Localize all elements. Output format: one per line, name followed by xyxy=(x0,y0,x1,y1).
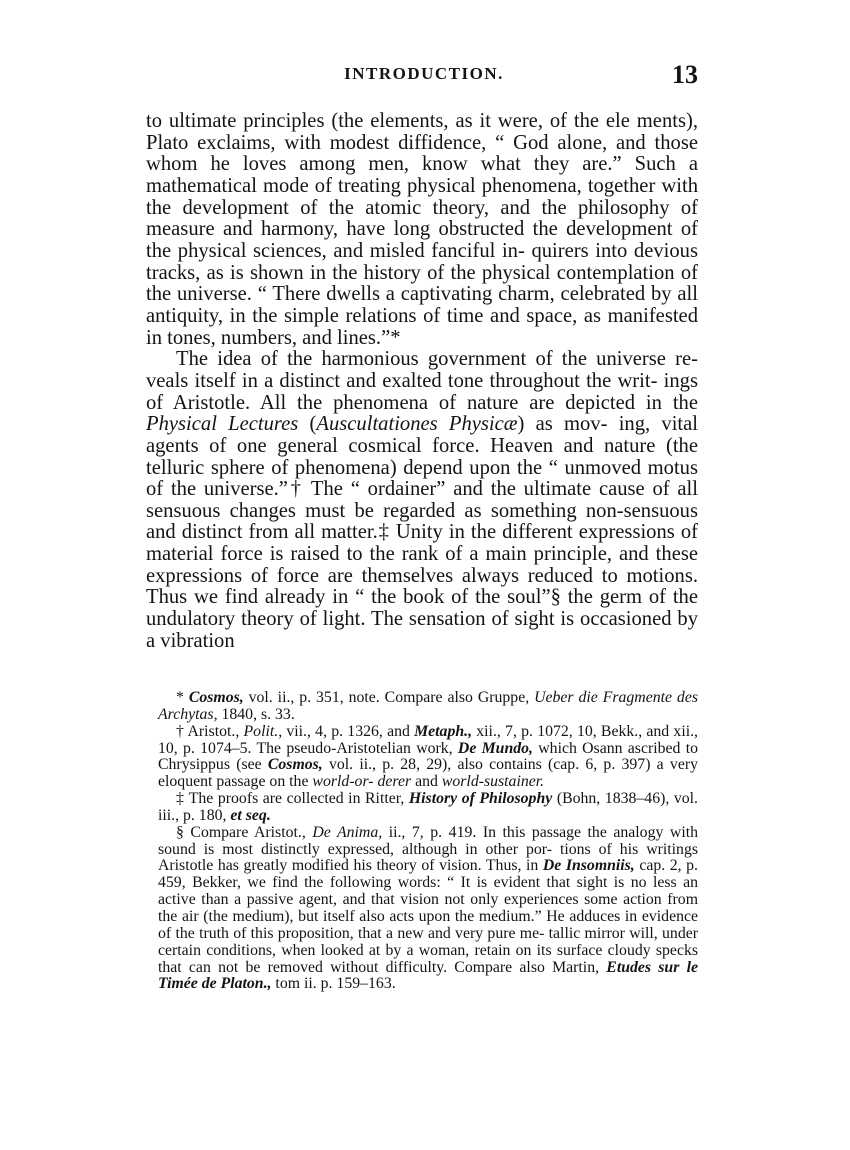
title-physical-lectures: Physical Lectures xyxy=(146,413,299,436)
footnote-4 xyxy=(158,825,698,993)
paragraph-2-text: ) as mov- ing, vital agents of one general cosmical force. Heaven and nature (the telluric sphere of phenomena) depend upon the “ unmoved motus of the universe.”† The “ ordainer” and the ultimate cause of all sensuous changes must be regarded as something non-sensuous and distinct from all matter.‡ Unity in the different expressions of material force is raised to the rank of a main principle, and these expressions of force are themselves always reduced to motions. Thus we find already in “ the book of the soul”§ the germ of the undulatory theory of light. The sensation of sight is occasioned by a vibration xyxy=(146,413,698,652)
footnote-italic: world-or- derer xyxy=(312,773,412,791)
footnote-text: ii., 7, p. 419. In this passage the analogy with sound is most distinctly expressed, although in other por- tions of his writings Aristotle has greatly modified his theory of vision. Thus, in xyxy=(158,823,698,875)
footnote-text: vol. ii., p. 351, note. Compare also Gruppe, xyxy=(243,689,535,706)
footnote-italic: History of Philosophy xyxy=(408,790,553,808)
footnote-text: and xyxy=(411,773,442,791)
footnote-italic: et seq. xyxy=(230,806,271,824)
footnote-italic: Ueber die Fragmente des Archytas, xyxy=(158,689,698,723)
footnote-italic: Etudes sur le Timée de Platon., xyxy=(158,958,698,993)
title-auscultationes: Auscultationes Physicæ xyxy=(316,413,518,436)
footnote-italic: Polit., xyxy=(243,722,283,740)
footnote-1 xyxy=(158,690,698,724)
footnote-text: 1840, s. 33. xyxy=(217,705,295,723)
footnote-italic: De Anima, xyxy=(312,823,383,841)
paragraph-2 xyxy=(146,349,698,652)
footnote-italic: Metaph., xyxy=(414,722,473,740)
footnote-italic: Cosmos, xyxy=(188,689,244,706)
footnote-text: (Bohn, 1838–46), vol. iii., p. 180, xyxy=(158,790,698,824)
running-header xyxy=(150,60,698,94)
paragraph-2-text: The idea of the harmonious government of the universe re- veals itself in a distinct and exalted tone throughout the writ- ings of Aristotle. All the phenomena of nature are depicted in the xyxy=(146,348,698,414)
footnote-text: † Aristot., xyxy=(176,722,244,740)
footnote-italic: De Mundo, xyxy=(457,739,533,757)
page-number: 13 xyxy=(672,60,698,89)
footnote-text: vol. ii., p. 28, 29), also contains (cap. 6, p. 397) a very eloquent passage on the xyxy=(158,756,698,791)
running-title: INTRODUCTION. xyxy=(344,64,504,83)
footnote-text: ‡ The proofs are collected in Ritter, xyxy=(176,790,409,808)
footnote-3 xyxy=(158,791,698,825)
footnote-text: § Compare Aristot., xyxy=(176,823,313,841)
main-text xyxy=(146,111,698,652)
paragraph-1 xyxy=(146,111,698,349)
footnote-text: cap. 2, p. 459, Bekker, we find the following words: “ It is evident that sight is no less an active than a passive agent, and that vision not only experiences some action from the air (the medium), but itself also acts upon the medium.” He adduces in evidence of the truth of this proposition, that a new and very pure me- tallic mirror will, under certain conditions, when looked at by a woman, retain on its surface cloudy specks that can not be removed without difficulty. Compare also Martin, xyxy=(158,857,698,976)
footnote-text: xii., 7, p. 1072, 10, Bekk., and xii., 10, p. 1074–5. The pseudo-Aristotelian work, xyxy=(158,722,698,757)
footnote-text: which Osann ascribed to Chrysippus (see xyxy=(158,739,698,774)
footnotes xyxy=(158,690,698,993)
footnote-italic: world-sustainer. xyxy=(441,773,545,791)
footnote-text: tom ii. p. 159–163. xyxy=(271,975,396,993)
footnote-text: vii., 4, p. 1326, and xyxy=(282,722,415,740)
footnote-2 xyxy=(158,724,698,791)
paragraph-1-text: to ultimate principles (the elements, as it were, of the ele ments), Plato exclaims, with modest diffidence, “ God alone, and those whom he loves among men, know what they are.” Such a mathematical mode of treating physical phenomena, together with the development of the atomic theory, and the philosophy of measure and harmony, have long obstructed the development of the physical sciences, and misled fanciful in- quirers into devious tracks, as is shown in the history of the physical contemplation of the universe. “ There dwells a captivating charm, celebrated by all antiquity, in the simple relations of time and space, as manifested in tones, numbers, and lines.”* xyxy=(146,110,698,349)
footnote-text: * xyxy=(176,689,189,706)
footnote-italic: Cosmos, xyxy=(267,756,323,774)
footnote-italic: De Insomniis, xyxy=(542,857,635,875)
paragraph-2-text: ( xyxy=(298,413,317,436)
